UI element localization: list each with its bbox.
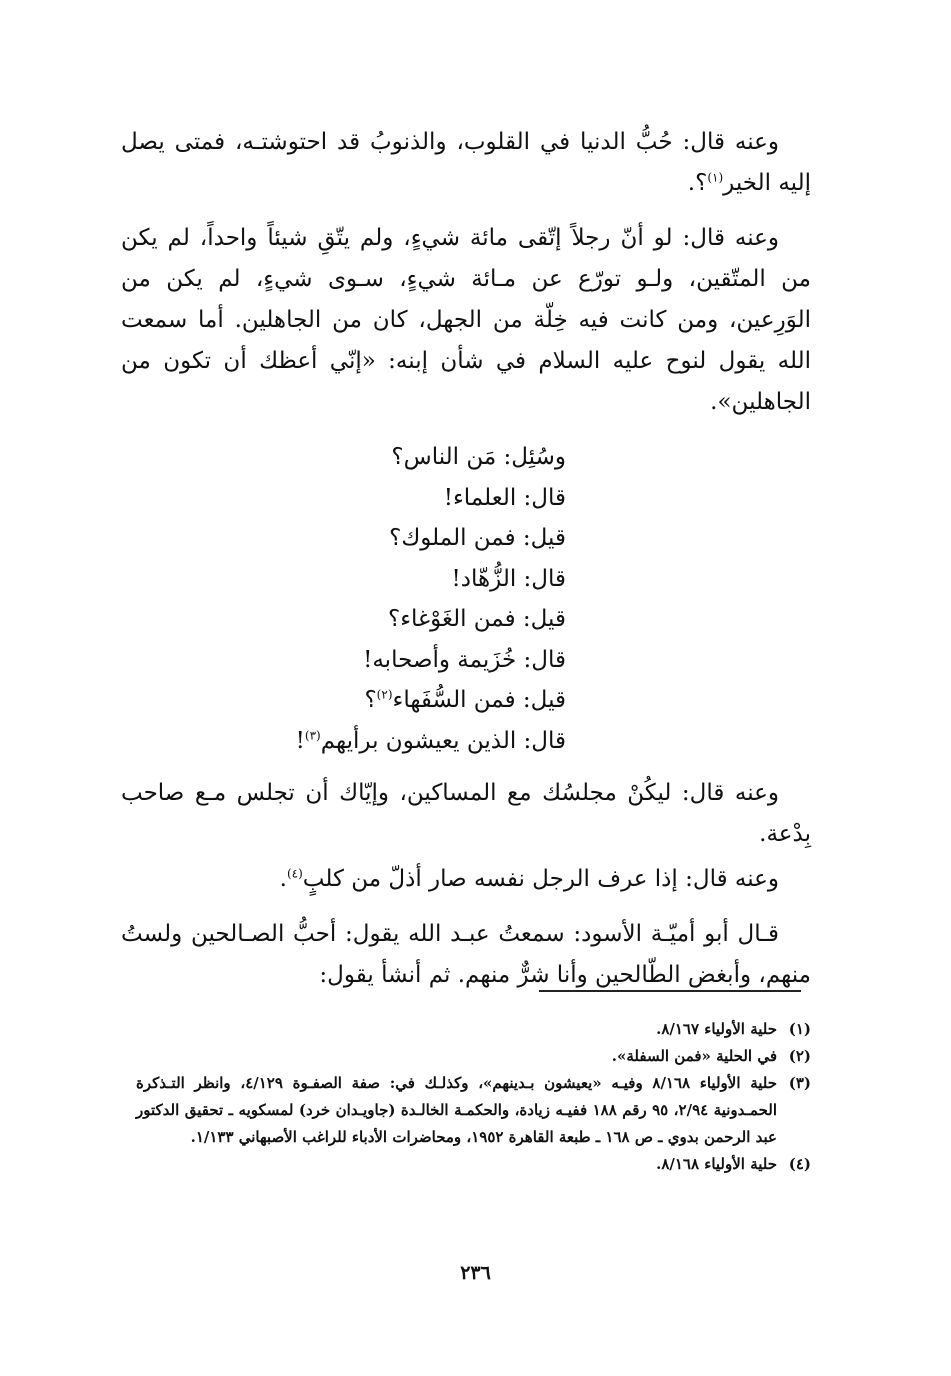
footnote-4-text: حلية الأولياء ٨/١٦٨. [656,1155,777,1173]
dialogue-line-7-text: قيل: فمن السُّفَهاء [392,687,566,713]
dialogue-line-8-end: ! [295,727,305,754]
footnote-ref-3: (٣) [304,727,321,742]
footnotes [136,1016,811,1178]
dialogue-line-8 [121,721,566,762]
main-text [121,122,811,1010]
footnote-2 [136,1043,811,1070]
dialogue-line-1 [121,437,566,478]
paragraph-4 [121,859,811,900]
footnote-4 [136,1151,811,1178]
dialogue-line-6 [121,640,566,681]
footnote-separator [539,990,801,992]
dialogue-line-8-text: قال: الذين يعيشون برأيهم [320,727,566,754]
dialogue-line-6-text: قال: خُزَيمة وأصحابه! [363,646,566,673]
footnote-3-text: حلية الأولياء ٨/١٦٨ وفيـه «يعيشون بـدينهم»، وكذلـك في: صفة الصفـوة ٤/١٢٩، وانظر التـذكرة الحمـدونية ٢/٩٤، ٩٥ رقم ١٨٨ ففيـه زيادة، والحكمـة الخالـدة (جاويـدان خرد) لمسكويه ـ تحقيق الدكتور عبد الرحمن بدوي ـ ص ١٦٨ ـ طبعة القاهرة ١٩٥٢، ومحاضرات الأدباء للراغب الأصبهاني ١/١٣٣. [136,1074,777,1146]
footnote-ref-4: (٤) [286,866,303,881]
dialogue-line-7-end: ؟ [364,687,377,713]
dialogue-line-3-text: قيل: فمن الملوك؟ [389,525,566,551]
page-number: ٢٣٦ [460,1262,491,1284]
footnote-3 [136,1070,811,1151]
paragraph-4-text: وعنه قال: إذا عرف الرجل نفسه صار أذلّ من كلبٍ [302,866,779,892]
paragraph-3 [121,773,811,855]
footnote-3-number: (٣) [788,1074,811,1092]
dialogue-line-7 [121,680,566,721]
paragraph-5 [121,914,811,996]
paragraph-1-end: ؟. [687,170,708,196]
dialogue-line-4 [121,559,566,600]
footnote-ref-1: (١) [707,170,724,185]
paragraph-3-text: وعنه قال: ليكُنْ مجلسُك مع المساكين، وإيّاك أن تجلس مـع صاحب بِدْعة. [121,780,811,847]
dialogue-line-4-text: قال: الزُّهّاد! [451,565,566,592]
dialogue-line-5-text: قيل: فمن الغَوْغاء؟ [388,606,566,632]
footnote-1-number: (١) [788,1020,811,1038]
paragraph-1 [121,122,811,204]
dialogue-line-3 [121,518,566,559]
footnote-4-number: (٤) [788,1155,811,1173]
footnote-2-number: (٢) [788,1047,811,1065]
dialogue-line-1-text: وسُئِل: مَن الناس؟ [391,444,566,470]
footnote-2-text: في الحلية «فمن السفلة». [611,1047,777,1065]
dialogue-line-2-text: قال: العلماء! [443,484,566,511]
dialogue-line-2 [121,478,566,519]
dialogue-block [121,437,811,761]
footnote-ref-2: (٢) [376,687,393,702]
paragraph-5-text: قـال أبو أميّـة الأسود: سمعتُ عبـد الله يقول: أحبُّ الصـالحين ولستُ منهم، وأبغض الطّالحين وأنا شرٌّ منهم. ثم أنشأ يقول: [121,921,811,988]
paragraph-1-text: وعنه قال: حُبُّ الدنيا في القلوب، والذنوبُ قد احتوشتـه، فمتى يصل إليه الخير [121,129,811,196]
paragraph-4-end: . [279,866,287,892]
footnote-1 [136,1016,811,1043]
footnote-1-text: حلية الأولياء ٨/١٦٧. [656,1020,777,1038]
dialogue-line-5 [121,599,566,640]
paragraph-2-text: وعنه قال: لو أنّ رجلاً إتّقى مائة شيءٍ، ولم يتّقِ شيئاً واحداً، لم يكن من المتّقين، ولـو تورّع عن مـائة شيءٍ، سـوى شيءٍ، لم يكن من الوَرِعين، ومن كانت فيه خِلّة من الجهل، كان من الجاهلين. أما سمعت الله يقول لنوح عليه السلام في شأن إبنه: «إنّي أعظك أن تكون من الجاهلين». [121,225,811,415]
paragraph-2 [121,218,811,423]
